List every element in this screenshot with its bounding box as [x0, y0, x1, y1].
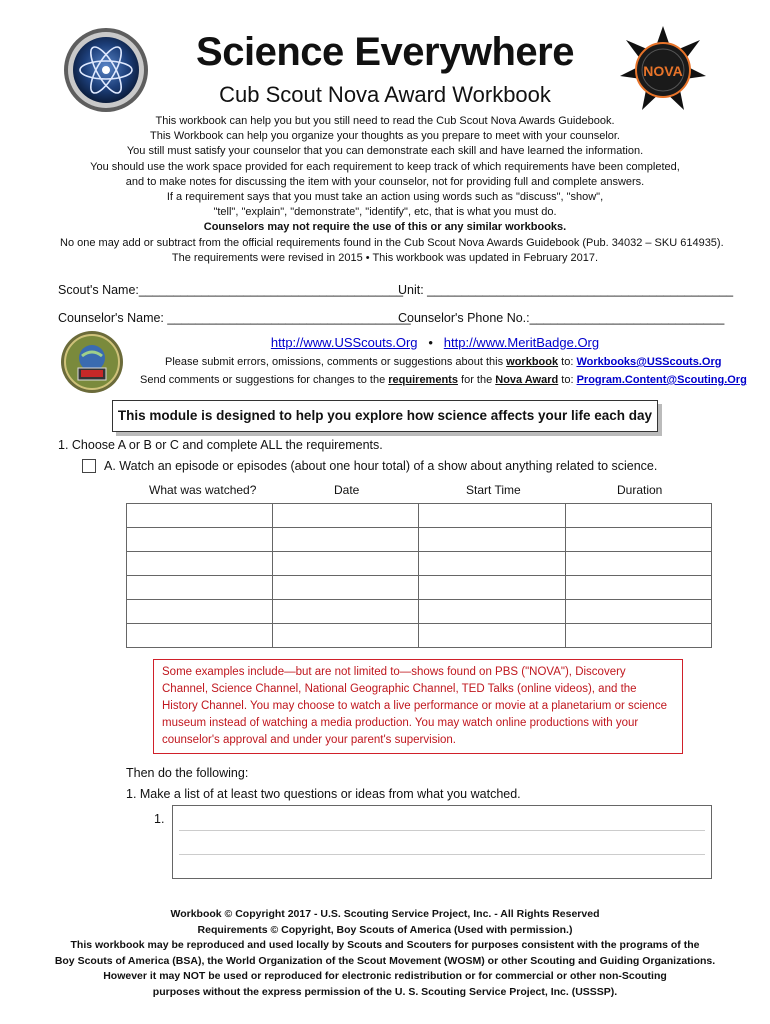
- revision-line: The requirements were revised in 2015 • This workbook was updated in February 2017.: [171, 251, 599, 264]
- table-row: [127, 504, 712, 528]
- scout-name-field[interactable]: Scout's Name:______________________________________: [58, 283, 404, 297]
- program-content-email-link[interactable]: Program.Content@Scouting.Org: [576, 374, 747, 386]
- links-row: [200, 335, 670, 350]
- page-title: Science Everywhere: [196, 30, 574, 74]
- column-header-duration: Duration: [617, 483, 663, 497]
- examples-note: Some examples include—but are not limited to—shows found on PBS ("NOVA"), Discovery Channel, Science Channel, National Geographic Channel, TED Talks (online videos), and the History Channel. You may choose to watch a live performance or movie at a planetarium or science museum instead of watching a media production. You may watch online productions with your counselor's approval and under your parent's supervision.: [153, 659, 683, 754]
- table-cell[interactable]: [272, 528, 419, 552]
- table-cell[interactable]: [127, 504, 273, 528]
- table-cell[interactable]: [566, 600, 712, 624]
- unit-field[interactable]: Unit: ____________________________________________: [398, 283, 734, 297]
- table-cell[interactable]: [566, 552, 712, 576]
- intro-text: [60, 114, 724, 266]
- link-separator: •: [428, 335, 433, 350]
- answer-box[interactable]: [172, 805, 712, 879]
- counselor-phone-field[interactable]: Counselor's Phone No.:____________________________: [398, 311, 725, 325]
- page-subtitle: Cub Scout Nova Award Workbook: [219, 82, 551, 107]
- table-cell[interactable]: [127, 528, 273, 552]
- requirement-a-checkbox[interactable]: [82, 459, 96, 473]
- atom-logo-icon: [62, 26, 150, 114]
- meritbadge-link[interactable]: http://www.MeritBadge.Org: [443, 335, 600, 350]
- column-header-what: What was watched?: [149, 483, 257, 497]
- column-header-start: Start Time: [466, 483, 521, 497]
- table-cell[interactable]: [127, 576, 273, 600]
- svg-text:NOVA: NOVA: [643, 63, 683, 79]
- nova-logo-icon: [618, 24, 708, 114]
- table-cell[interactable]: [272, 504, 419, 528]
- table-cell[interactable]: [419, 624, 566, 648]
- sub-requirement-1: 1. Make a list of at least two questions or ideas from what you watched.: [126, 787, 521, 801]
- requirement-a: A. Watch an episode or episodes (about one hour total) of a show about anything related to science.: [104, 459, 658, 473]
- table-cell[interactable]: [127, 600, 273, 624]
- table-cell[interactable]: [419, 528, 566, 552]
- table-cell[interactable]: [419, 504, 566, 528]
- table-cell[interactable]: [272, 576, 419, 600]
- footer-line: Requirements © Copyright, Boy Scouts of America (Used with permission.): [197, 923, 573, 936]
- footer-line: However it may NOT be used or reproduced for electronic redistribution or for commercial or other non-Scouting: [103, 970, 667, 982]
- answer-line: [179, 830, 705, 831]
- table-cell[interactable]: [419, 552, 566, 576]
- footer: [40, 907, 730, 1000]
- footer-line: Boy Scouts of America (BSA), the World Organization of the Scout Movement (WOSM) or other Scouting and Guiding Organizations.: [54, 954, 716, 967]
- then-label: Then do the following:: [126, 766, 249, 780]
- answer-number: 1.: [154, 812, 165, 826]
- computer-badge-icon: [60, 330, 124, 394]
- intro-line: If a requirement says that you must take an action using words such as "discuss", "show",: [166, 191, 604, 204]
- footer-line: purposes without the express permission of the U. S. Scouting Service Project, Inc. (USSSP).: [152, 985, 618, 998]
- table-row: [127, 528, 712, 552]
- footer-line: Workbook © Copyright 2017 - U.S. Scouting Service Project, Inc. - All Rights Reserved: [170, 908, 600, 920]
- intro-line: You should use the work space provided for each requirement to keep track of which requirements have been completed,: [90, 160, 680, 173]
- counselor-name-field[interactable]: Counselor's Name: ___________________________________: [58, 311, 411, 325]
- footer-line: This workbook may be reproduced and used locally by Scouts and Scouters for purposes consistent with the programs of the: [70, 939, 700, 951]
- usscouts-link[interactable]: http://www.USScouts.Org: [270, 335, 418, 350]
- table-row: [127, 624, 712, 648]
- column-header-date: Date: [334, 483, 360, 497]
- counselor-notice: Counselors may not require the use of this or any similar workbooks.: [203, 221, 567, 234]
- table-cell[interactable]: [566, 576, 712, 600]
- table-cell[interactable]: [419, 600, 566, 624]
- submit-line-2: Send comments or suggestions for changes to the requirements for the Nova Award to: Program.Content@Scouting.Org: [140, 374, 747, 386]
- table-cell[interactable]: [566, 624, 712, 648]
- intro-line: You still must satisfy your counselor that you can demonstrate each skill and have learned the information.: [126, 145, 644, 158]
- table-row: [127, 552, 712, 576]
- answer-line: [179, 854, 705, 855]
- workbooks-email-link[interactable]: Workbooks@USScouts.Org: [576, 356, 722, 368]
- submit-line-1: Please submit errors, omissions, comments or suggestions about this workbook to: Workbooks@USScouts.Org: [165, 356, 722, 368]
- table-cell[interactable]: [272, 552, 419, 576]
- table-cell[interactable]: [127, 624, 273, 648]
- table-cell[interactable]: [272, 600, 419, 624]
- table-cell[interactable]: [566, 528, 712, 552]
- intro-line: "tell", "explain", "demonstrate", "identify", etc, that is what you must do.: [213, 206, 557, 219]
- table-cell[interactable]: [566, 504, 712, 528]
- table-cell[interactable]: [127, 552, 273, 576]
- table-cell[interactable]: [419, 576, 566, 600]
- requirement-1: 1. Choose A or B or C and complete ALL the requirements.: [58, 438, 383, 452]
- module-banner: This module is designed to help you explore how science affects your life each day: [112, 400, 658, 432]
- intro-line: This workbook can help you but you still need to read the Cub Scout Nova Awards Guidebook.: [155, 115, 615, 127]
- table-row: [127, 600, 712, 624]
- intro-line: This Workbook can help you organize your thoughts as you prepare to meet with your counselor.: [149, 130, 620, 143]
- table-row: [127, 576, 712, 600]
- publication-line: No one may add or subtract from the official requirements found in the Cub Scout Nova Awards Guidebook (Pub. 34032 – SKU 614935).: [60, 236, 724, 249]
- table-cell[interactable]: [272, 624, 419, 648]
- viewing-log-table: [126, 503, 712, 648]
- intro-line: and to make notes for discussing the item with your counselor, not for providing full and complete answers.: [125, 175, 645, 188]
